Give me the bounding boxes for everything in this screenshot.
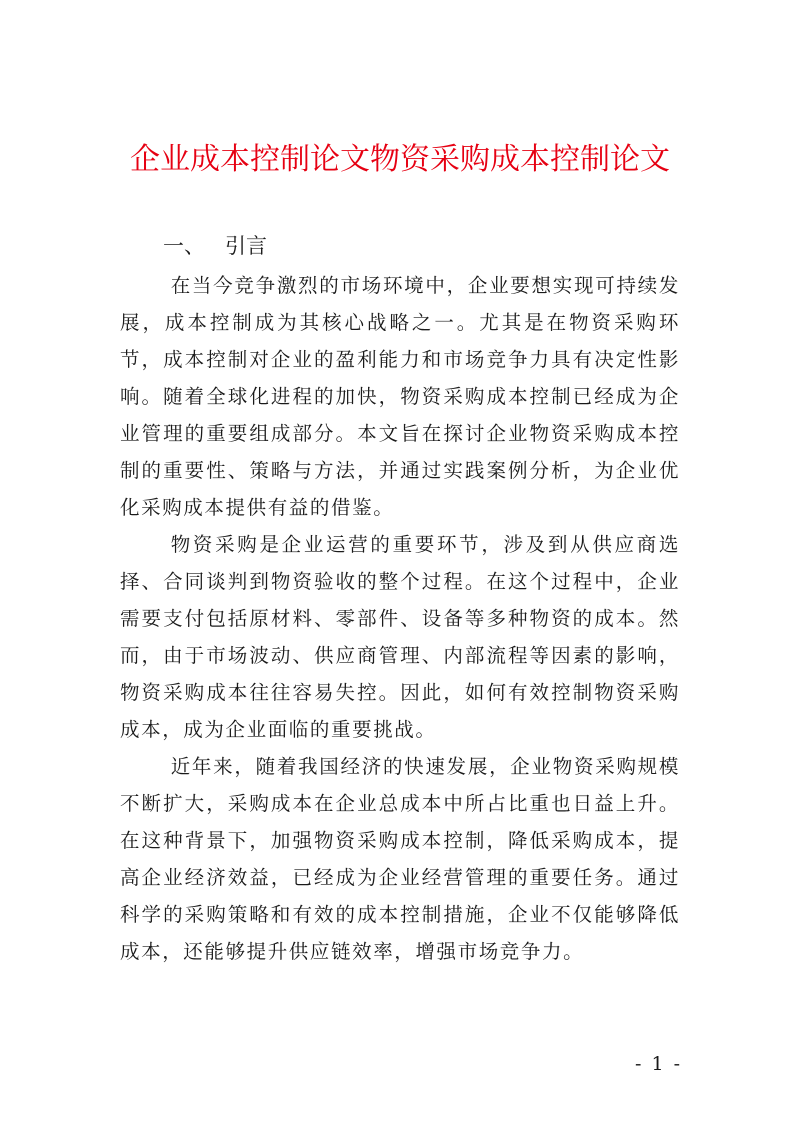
paragraph-2: 物资采购是企业运营的重要环节，涉及到从供应商选择、合同谈判到物资验收的整个过程。在这个过程中，企业需要支付包括原材料、零部件、设备等多种物资的成本。然而，由于市场波动、供应商管理、内部流程等因素的影响，物资采购成本往往容易失控。因此，如何有效控制物资采购成本，成为企业面临的重要挑战。 bbox=[120, 533, 680, 741]
section-heading-text: 引言 bbox=[225, 234, 267, 258]
section-number: 一、 bbox=[163, 234, 205, 258]
paragraph-3: 近年来，随着我国经济的快速发展，企业物资采购规模不断扩大，采购成本在企业总成本中所占比重也日益上升。在这种背景下，加强物资采购成本控制，降低采购成本，提高企业经济效益，已经成为企业经营管理的重要任务。通过科学的采购策略和有效的成本控制措施，企业不仅能够降低成本，还能够提升供应链效率，增强市场竞争力。 bbox=[120, 755, 680, 963]
section-heading bbox=[163, 230, 267, 262]
document-title: 企业成本控制论文物资采购成本控制论文 bbox=[130, 142, 670, 177]
page-number: - 1 - bbox=[634, 1053, 682, 1075]
body-text bbox=[120, 267, 680, 970]
paragraph-1: 在当今竞争激烈的市场环境中，企业要想实现可持续发展，成本控制成为其核心战略之一。尤其是在物资采购环节，成本控制对企业的盈利能力和市场竞争力具有决定性影响。随着全球化进程的加快，物资采购成本控制已经成为企业管理的重要组成部分。本文旨在探讨企业物资采购成本控制的重要性、策略与方法，并通过实践案例分析，为企业优化采购成本提供有益的借鉴。 bbox=[120, 274, 680, 519]
